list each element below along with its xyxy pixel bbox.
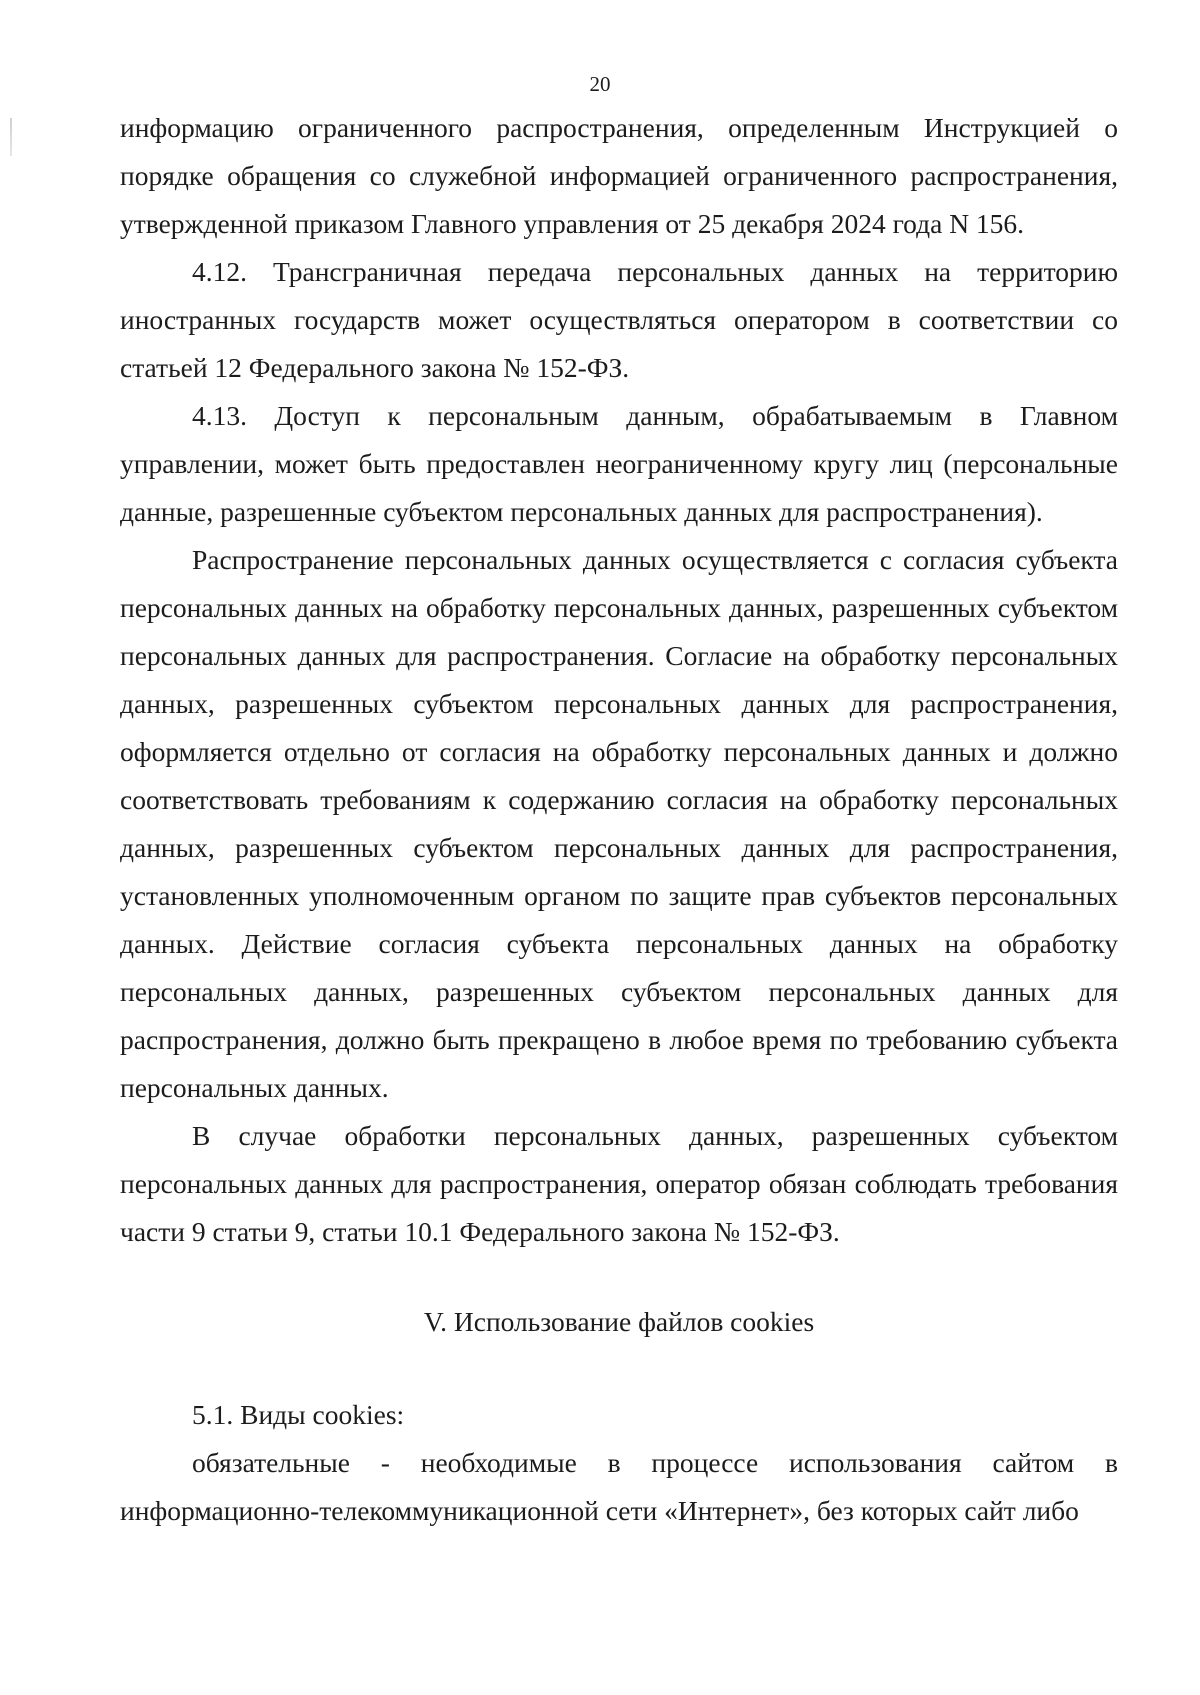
paragraph-distribution-consent: Распространение персональных данных осуществляется с согласия субъекта персональных данных на обработку персональных данных, разрешенных субъектом персональных данных для распространения. Согласие на обработку персональных данных, разрешенных субъектом персональных данных для распространения, оформляется отдельно от согласия на обработку персональных данных и должно соответствовать требованиям к содержанию согласия на обработку персональных данных, разрешенных субъектом персональных данных для распространения, установленных уполномоченным органом по защите прав субъектов персональных данных. Действие согласия субъекта персональных данных на обработку персональных данных, разрешенных субъектом персональных данных для распространения, должно быть прекращено в любое время по требованию субъекта персональных данных. [120,544,1118,1103]
paragraph-required-cookies: обязательные - необходимые в процессе использования сайтом в информационно-телекоммуникационной сети «Интернет», без которых сайт либо [120,1447,1118,1526]
section-heading: V. Использование файлов cookies [423,1306,815,1337]
paragraph-4-13: 4.13. Доступ к персональным данным, обрабатываемым в Главном управлении, может быть предоставлен неограниченному кругу лиц (персональные данные, разрешенные субъектом персональных данных для распространения). [120,400,1118,527]
paragraph-4-12: 4.12. Трансграничная передача персональных данных на территорию иностранных государств может осуществляться оператором в соответствии со статьей 12 Федерального закона № 152-ФЗ. [120,256,1118,383]
page-content [120,104,1118,1535]
spacer [120,1256,1118,1298]
page-number: 20 [589,72,611,96]
paragraph-5-1: 5.1. Виды cookies: [192,1399,405,1430]
scan-edge-mark [10,118,12,156]
paragraph-operator-obligations: В случае обработки персональных данных, разрешенных субъектом персональных данных для распространения, оператор обязан соблюдать требования части 9 статьи 9, статьи 10.1 Федерального закона № 152-ФЗ. [120,1120,1118,1247]
spacer [120,1346,1118,1391]
paragraph-continuation: информацию ограниченного распространения, определенным Инструкцией о порядке обращения со служебной информацией ограниченного распространения, утвержденной приказом Главного управления от 25 декабря 2024 года N 156. [120,112,1118,239]
